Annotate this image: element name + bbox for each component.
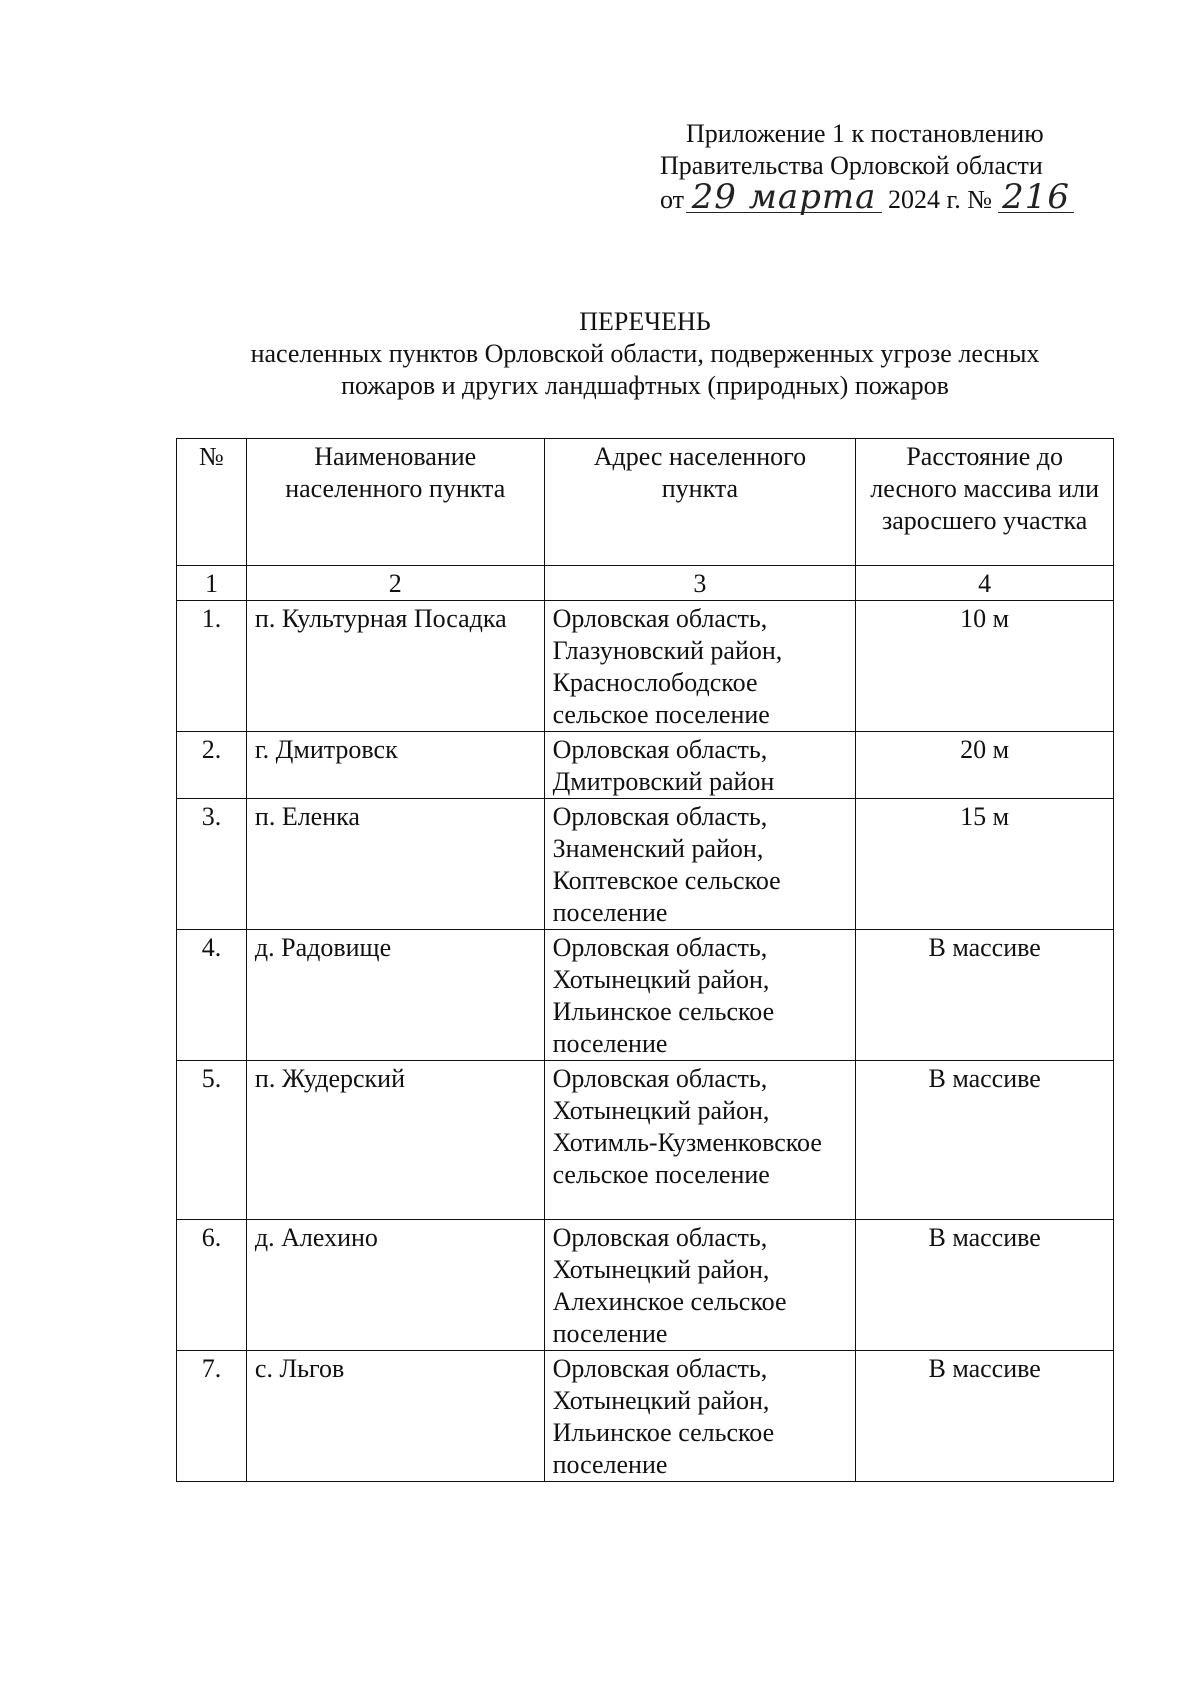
distance-value: В массиве <box>856 930 1114 1061</box>
settlement-name: г. Дмитровск <box>246 732 544 799</box>
header-address: Адрес населенного пункта <box>544 439 856 566</box>
settlement-address: Орловская область, Глазуновский район, Краснослободское сельское поселение <box>544 601 856 732</box>
row-number: 1. <box>177 601 247 732</box>
table-row <box>177 799 1114 930</box>
table-row <box>177 930 1114 1061</box>
appendix-note <box>660 118 1120 216</box>
table-row <box>177 1220 1114 1351</box>
distance-value: В массиве <box>856 1220 1114 1351</box>
settlements-table <box>176 438 1114 1482</box>
distance-value: В массиве <box>856 1061 1114 1220</box>
row-number: 6. <box>177 1220 247 1351</box>
appendix-line-2: Правительства Орловской области <box>660 151 1043 180</box>
appendix-line-3 <box>660 177 1120 217</box>
handwritten-number: 216 <box>998 182 1074 213</box>
settlement-name: п. Жудерский <box>246 1061 544 1220</box>
row-number: 2. <box>177 732 247 799</box>
table-row <box>177 1351 1114 1482</box>
settlement-address: Орловская область, Хотынецкий район, Хотимль-Кузменковское сельское поселение <box>544 1061 856 1220</box>
handwritten-date: 29 марта <box>686 182 882 213</box>
title-subtitle-line-2: пожаров и других ландшафтных (природных) пожаров <box>341 371 949 400</box>
document-title <box>180 306 1110 402</box>
distance-value: 10 м <box>856 601 1114 732</box>
table-row <box>177 601 1114 732</box>
column-number: 4 <box>856 566 1114 601</box>
row-number: 3. <box>177 799 247 930</box>
column-number: 2 <box>246 566 544 601</box>
settlement-name: д. Радовище <box>246 930 544 1061</box>
settlement-address: Орловская область, Хотынецкий район, Ильинское сельское поселение <box>544 930 856 1061</box>
header-distance: Расстояние до лесного массива или заросшего участка <box>856 439 1114 566</box>
table-row <box>177 1061 1114 1220</box>
settlement-name: п. Культурная Посадка <box>246 601 544 732</box>
appendix-line-1: Приложение 1 к постановлению <box>686 119 1044 148</box>
settlement-address: Орловская область, Хотынецкий район, Алехинское сельское поселение <box>544 1220 856 1351</box>
from-label: от <box>660 185 685 214</box>
row-number: 4. <box>177 930 247 1061</box>
title-heading: ПЕРЕЧЕНЬ <box>579 307 711 336</box>
table-row <box>177 732 1114 799</box>
settlement-name: д. Алехино <box>246 1220 544 1351</box>
year-number-label: 2024 г. № <box>888 185 993 214</box>
table-header-row <box>177 439 1114 566</box>
row-number: 7. <box>177 1351 247 1482</box>
column-number: 1 <box>177 566 247 601</box>
column-number: 3 <box>544 566 856 601</box>
settlement-name: с. Льгов <box>246 1351 544 1482</box>
header-number: № <box>177 439 247 566</box>
title-subtitle-line-1: населенных пунктов Орловской области, подверженных угрозе лесных <box>250 339 1040 368</box>
settlement-address: Орловская область, Хотынецкий район, Ильинское сельское поселение <box>544 1351 856 1482</box>
distance-value: 20 м <box>856 732 1114 799</box>
settlement-address: Орловская область, Дмитровский район <box>544 732 856 799</box>
distance-value: 15 м <box>856 799 1114 930</box>
distance-value: В массиве <box>856 1351 1114 1482</box>
settlement-address: Орловская область, Знаменский район, Коптевское сельское поселение <box>544 799 856 930</box>
column-number-row <box>177 566 1114 601</box>
header-name: Наименование населенного пункта <box>246 439 544 566</box>
row-number: 5. <box>177 1061 247 1220</box>
settlement-name: п. Еленка <box>246 799 544 930</box>
